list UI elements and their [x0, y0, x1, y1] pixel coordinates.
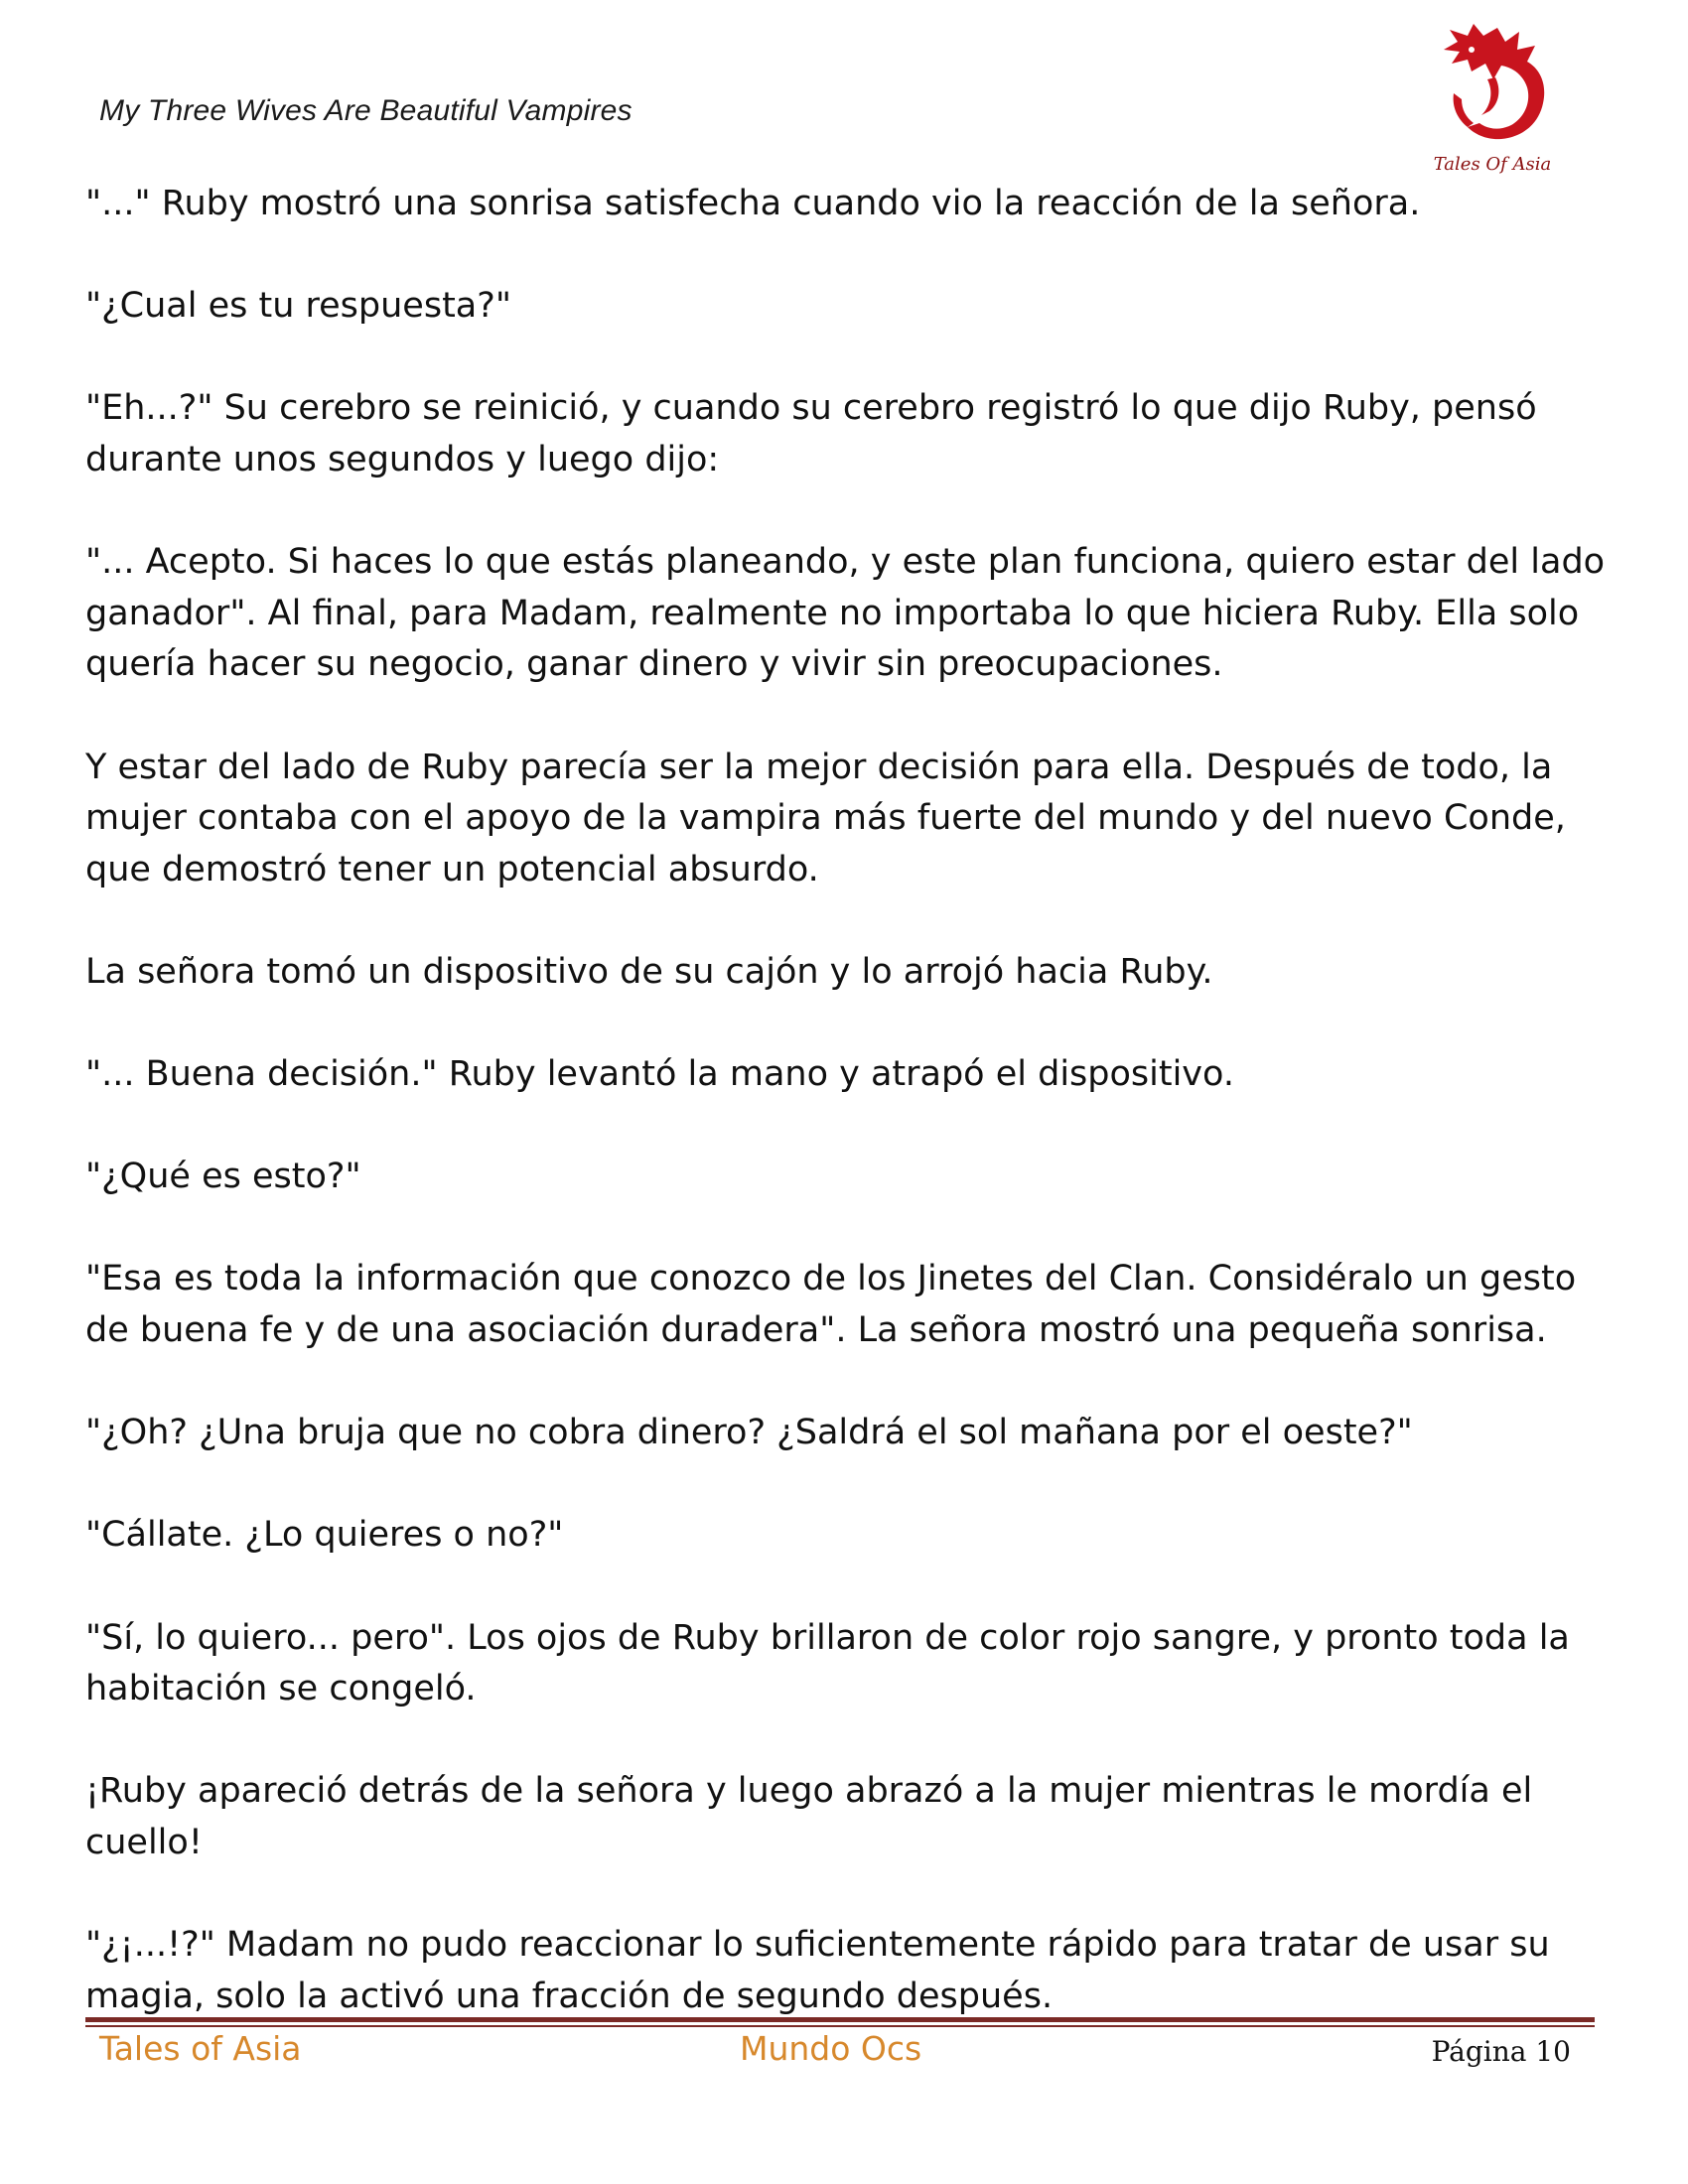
book-title: My Three Wives Are Beautiful Vampires: [99, 94, 633, 127]
paragraph: "Eh...?" Su cerebro se reinició, y cuando su cerebro registró lo que dijo Ruby, pensó durante unos segundos y luego dijo:: [85, 388, 1537, 479]
paragraph: "¿¡...!?" Madam no pudo reaccionar lo suficientemente rápido para tratar de usar su magia, solo la activó una fracción de segundo después.: [85, 1925, 1550, 2016]
tales-of-asia-logo: [1428, 20, 1557, 179]
paragraph: ¡Ruby apareció detrás de la señora y luego abrazó a la mujer mientras le mordía el cuello!: [85, 1771, 1533, 1862]
paragraph: Y estar del lado de Ruby parecía ser la mejor decisión para ella. Después de todo, la mujer contaba con el apoyo de la vampira más fuerte del mundo y del nuevo Conde, que demostró tener un potencial absurdo.: [85, 747, 1566, 889]
logo-caption: Tales Of Asia: [1433, 154, 1552, 175]
footer-section-name: Mundo Ocs: [740, 2029, 922, 2068]
footer-divider-thin: [85, 2025, 1595, 2027]
chapter-body: [85, 179, 1615, 2074]
footer-divider: [85, 2017, 1595, 2022]
paragraph: "Sí, lo quiero... pero". Los ojos de Ruby brillaron de color rojo sangre, y pronto toda la habitación se congeló.: [85, 1617, 1570, 1709]
footer-site-name: Tales of Asia: [99, 2029, 302, 2068]
red-dragon-icon: [1428, 20, 1557, 159]
paragraph: "Cállate. ¿Lo quieres o no?": [85, 1515, 564, 1556]
paragraph: "Esa es toda la información que conozco de los Jinetes del Clan. Considéralo un gesto de buena fe y de una asociación duradera". La señora mostró una pequeña sonrisa.: [85, 1259, 1577, 1351]
paragraph: "¿Cual es tu respuesta?": [85, 286, 511, 327]
paragraph: "¿Qué es esto?": [85, 1157, 361, 1197]
paragraph: "... Acepto. Si haces lo que estás planeando, y este plan funciona, quiero estar del lado ganador". Al final, para Madam, realmente no importaba lo que hiciera Ruby. Ella solo quería hacer su negocio, ganar dinero y vivir sin preocupaciones.: [85, 542, 1606, 685]
page-number: Página 10: [1431, 2035, 1571, 2068]
paragraph: La señora tomó un dispositivo de su cajón y lo arrojó hacia Ruby.: [85, 951, 1213, 992]
paragraph: "¿Oh? ¿Una bruja que no cobra dinero? ¿Saldrá el sol mañana por el oeste?": [85, 1413, 1413, 1453]
paragraph: "... Buena decisión." Ruby levantó la mano y atrapó el dispositivo.: [85, 1054, 1234, 1095]
paragraph: "..." Ruby mostró una sonrisa satisfecha cuando vio la reacción de la señora.: [85, 184, 1421, 223]
